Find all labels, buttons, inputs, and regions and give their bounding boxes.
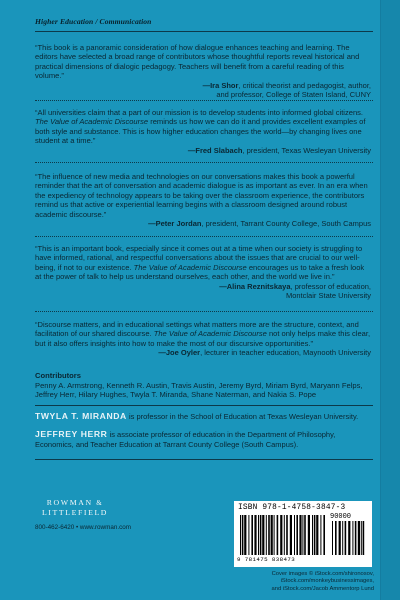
- quote-attribution: [35, 282, 371, 291]
- quote-attribution-line2: Montclair State University: [285, 291, 371, 301]
- quote-text: “This book is a panoramic consideration of how dialogue enhances teaching and learning. The editors have selected a broad range of contributors whose thoughtful reports reveal historical and practical dimensions of dialogic pedagogy. Teachers will benefit from a careful reading of this volume.”: [35, 43, 360, 81]
- editor-bio-text: is professor in the School of Education at Texas Wesleyan University.: [126, 412, 359, 421]
- contributors-section: [35, 371, 371, 400]
- quote-divider: [35, 100, 373, 101]
- quote-attribution: [35, 219, 371, 228]
- endorsement-quote-2: [35, 108, 371, 155]
- price-barcode-bars: [332, 521, 368, 555]
- editor-name: TWYLA T. MIRANDA: [35, 411, 127, 421]
- endorsement-quote-3: [35, 172, 371, 228]
- endorser-title: , critical theorist and pedagogist, author,: [238, 80, 371, 90]
- contributors-list: Penny A. Armstrong, Kenneth R. Austin, Travis Austin, Jeremy Byrd, Miriam Byrd, Maryann Felps, Jeffrey Herr, Hilary Hughes, Twyla T. Miranda, Shane Naterman, and Nakia S. Pope: [35, 380, 363, 400]
- ean-barcode-bars: [240, 515, 326, 555]
- endorser-name: —Ira Shor: [202, 80, 239, 90]
- isbn-number: ISBN 978-1-4758-3847-3: [238, 504, 346, 512]
- endorser-name: —Fred Slabach: [187, 145, 243, 155]
- endorser-name: —Alina Reznitskaya: [219, 281, 291, 291]
- quote-text: “The influence of new media and technologies on our conversations makes this book a powerful reminder that the art of conversation and academic dialogue is as important as ever. In an era when the expediency of technology appears to be taking over the classroom experience, the contributors remind us that active or experiential learning begins with a classroom designed around robust academic discourse.”: [35, 172, 368, 219]
- quote-attribution: [35, 348, 371, 357]
- editor-bio-text: is associate professor of education in the Department of Philosophy, Economics, and Teacher Education at Tarrant County College (South Campus).: [35, 430, 336, 449]
- editor-bio-2: [35, 430, 371, 449]
- quote-divider: [35, 162, 373, 163]
- subject-category: Higher Education / Communication: [35, 17, 152, 26]
- quote-attribution: [35, 81, 371, 90]
- barcode-digits: 9 781475 838473: [237, 556, 296, 563]
- endorser-name: —Peter Jordan: [148, 219, 202, 229]
- subject-divider: [35, 31, 373, 32]
- quote-divider: [35, 236, 373, 237]
- spine-edge: [380, 0, 400, 600]
- editor-bio-1: [35, 412, 371, 422]
- endorser-title: , lecturer in teacher education, Maynooth University: [200, 348, 371, 358]
- editor-name: JEFFREY HERR: [35, 429, 108, 439]
- endorser-title: , president, Tarrant County College, South Campus: [201, 219, 371, 229]
- book-title: The Value of Academic Discourse: [153, 329, 267, 339]
- publisher-contact: 800-462-6420 • www.rowman.com: [35, 524, 132, 531]
- quote-text: “This is an important book, especially since it comes out at a time when our society is struggling to have informed, rational, and respectful conversations about the issues that are crucial to our well-being, if not to our existence. The Value of Academic Discourse encourages us to take a fresh look at the power of talk to help us understand ourselves, each other, and the world we live in.”: [35, 244, 365, 282]
- quote-attribution: [35, 146, 371, 155]
- quote-text: “All universities claim that a part of our mission is to develop students into informed global citizens. The Value of Academic Discourse reminds us how we can do it and provides excellent examples of both style and substance. This is how higher education changes the world—by changing lives one student at a time.”: [35, 108, 366, 146]
- endorsement-quote-5: [35, 320, 371, 358]
- endorsement-quote-1: [35, 43, 371, 99]
- endorser-name: —Joe Oyler: [158, 348, 201, 358]
- endorser-title: , president, Texas Wesleyan University: [242, 145, 371, 155]
- quote-text: “Discourse matters, and in educational settings what matters more are the structure, context, and facilitation of our shared discourse. The Value of Academic Discourse not only helps make this clear, but it also offers insights into how to make the most of our discursive opportunities.”: [35, 320, 371, 348]
- book-title: The Value of Academic Discourse: [35, 117, 149, 127]
- endorser-title: , professor of education,: [290, 281, 371, 291]
- book-title: The Value of Academic Discourse: [133, 262, 247, 272]
- publisher-logo: ROWMAN & LITTLEFIELD: [41, 498, 109, 517]
- price-code: 90000: [330, 513, 352, 521]
- endorsement-quote-4: [35, 244, 371, 300]
- cover-image-credits: Cover images © iStock.com/shironosov, iStock.com/monkeybusinessimages, and iStock.com/Jacob Ammentorp Lund: [271, 571, 374, 592]
- isbn-barcode: [234, 501, 372, 567]
- contributors-heading: Contributors: [35, 371, 81, 380]
- bio-divider: [35, 459, 373, 460]
- quote-divider: [35, 311, 373, 312]
- quote-attribution-line2: and professor, College of Staten Island, CUNY: [216, 90, 371, 100]
- bio-divider: [35, 405, 373, 406]
